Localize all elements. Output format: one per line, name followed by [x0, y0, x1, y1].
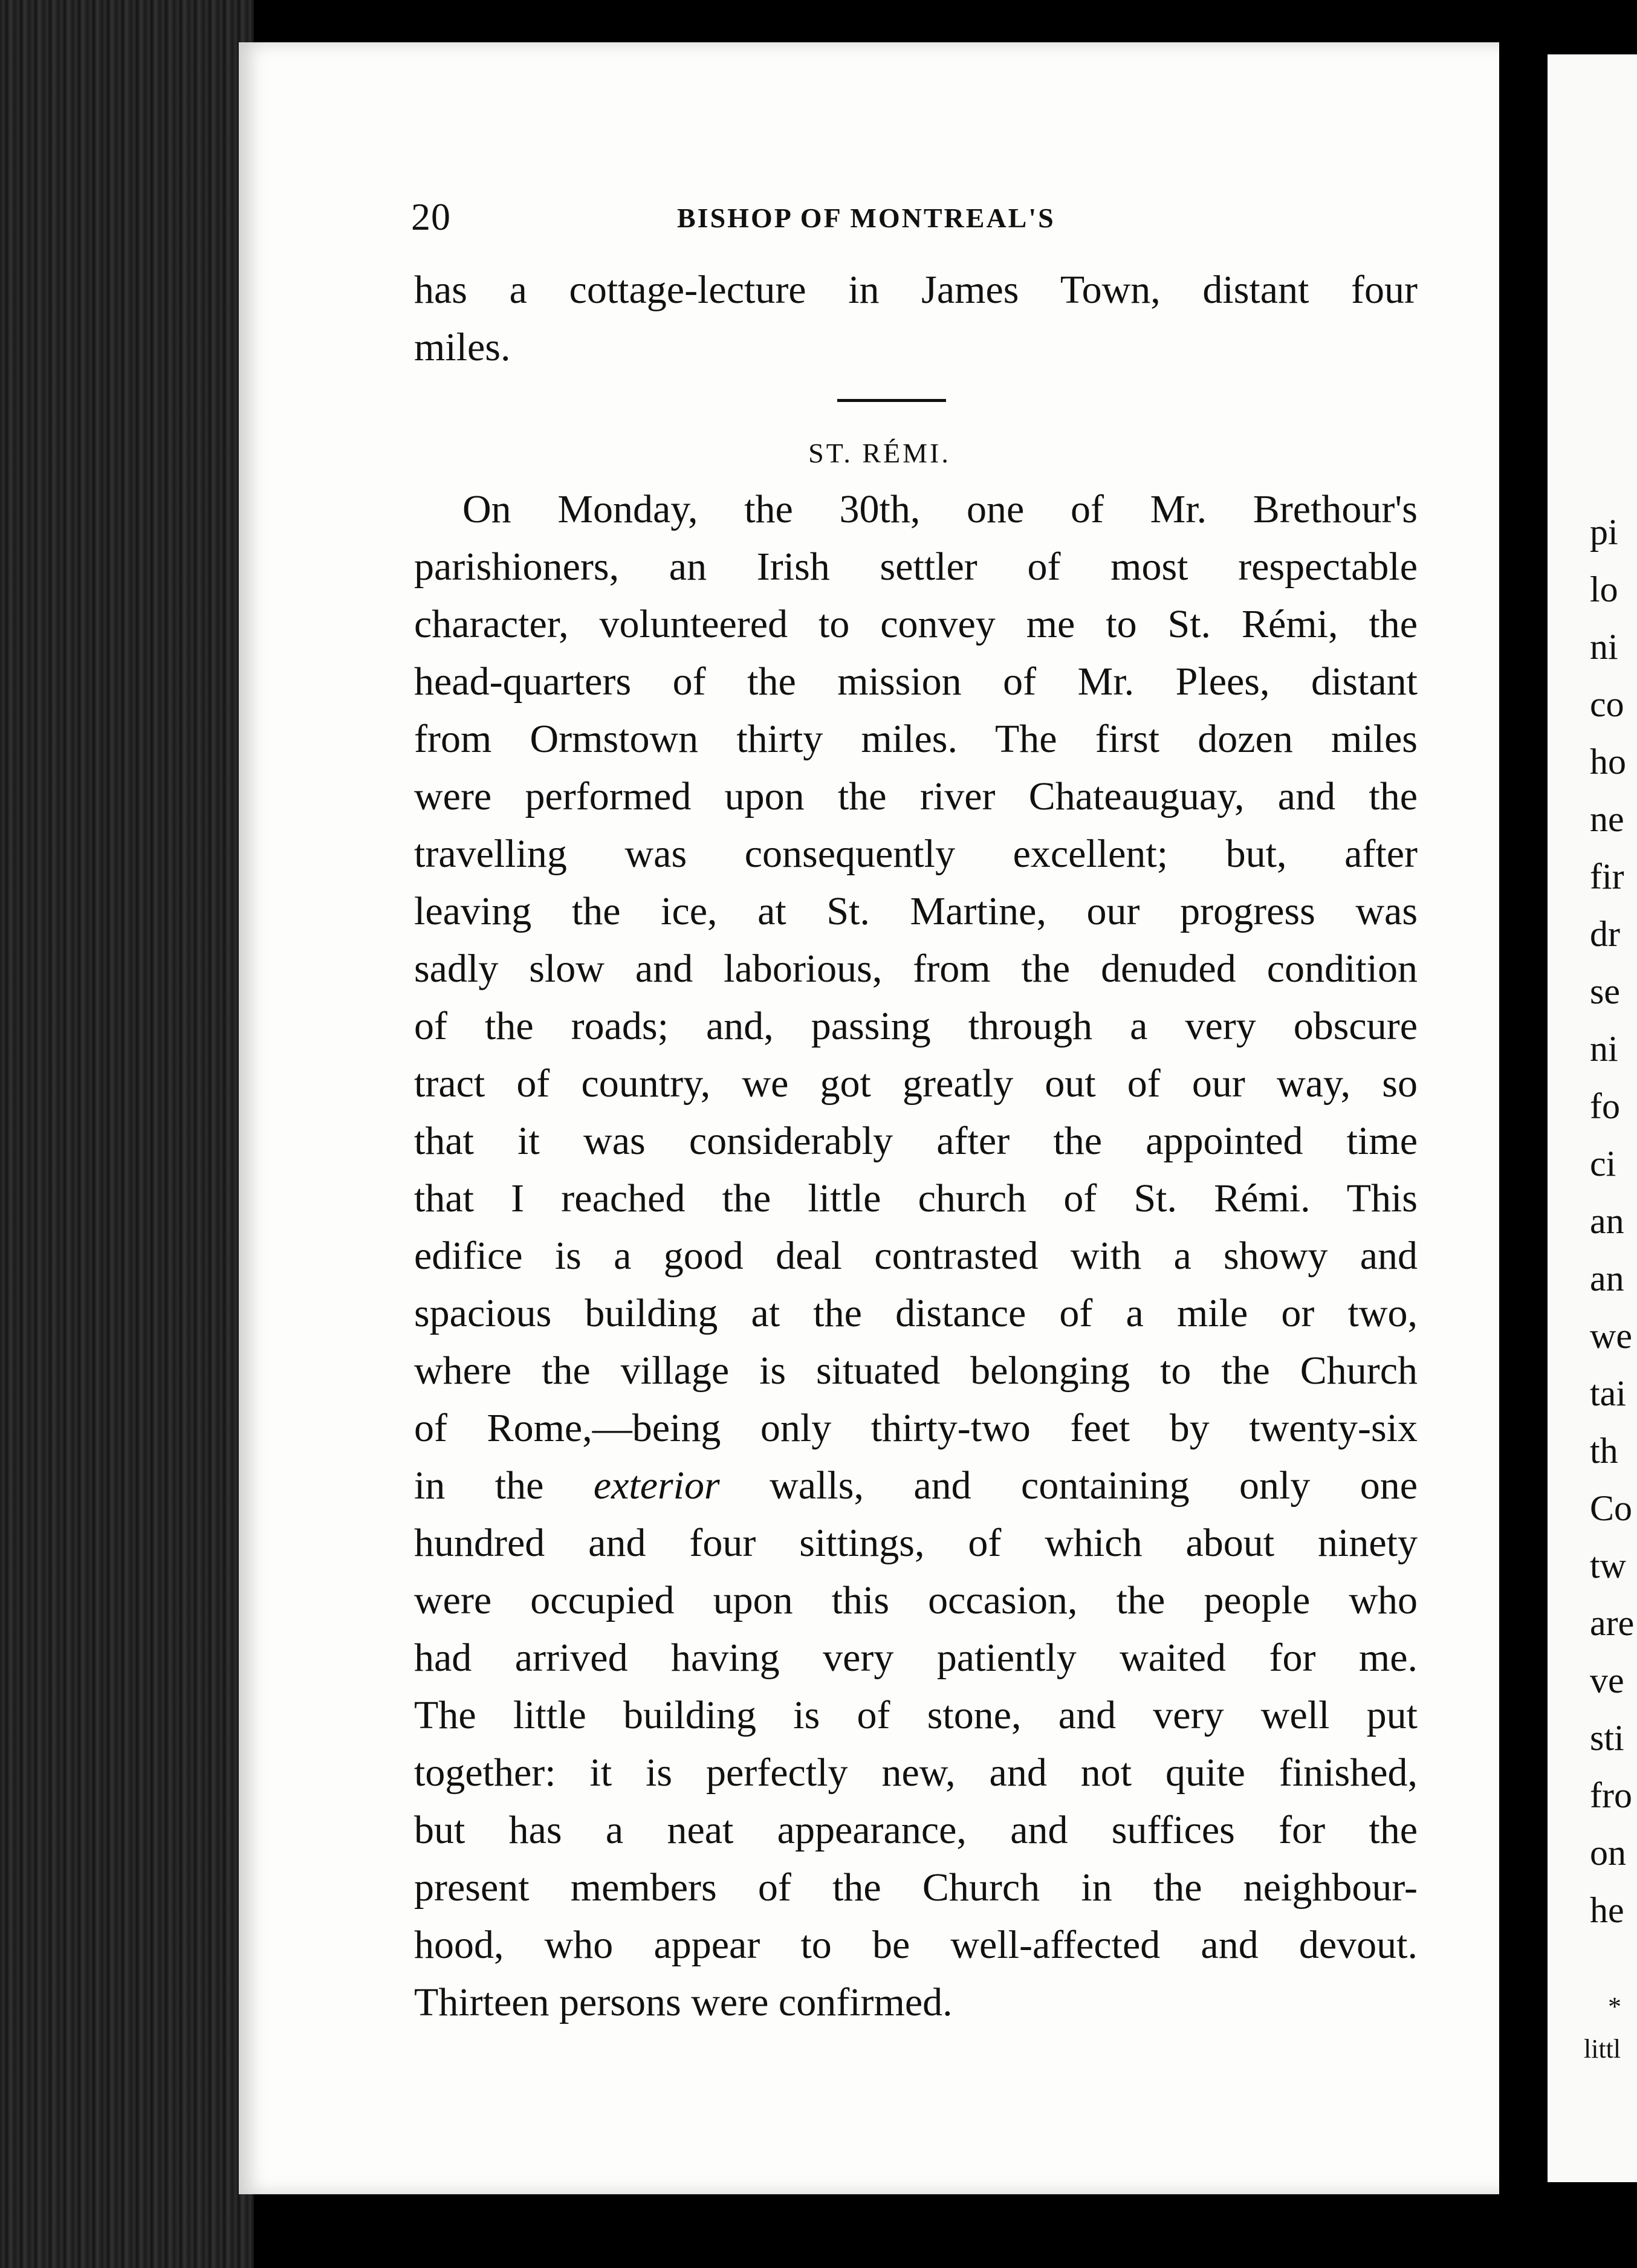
text-line: present members of the Church in the neighbour- [414, 1865, 1418, 1910]
book-gutter [1499, 36, 1554, 2212]
text-line: travelling was consequently excellent; but, after [414, 832, 1418, 876]
next-page-edge [1548, 54, 1637, 2182]
text-line: that I reached the little church of St. Rémi. This [414, 1176, 1418, 1220]
next-page-fragment: tw [1590, 1546, 1626, 1586]
next-page-fragment: ni [1590, 1029, 1618, 1069]
next-page-fragment: ve [1590, 1660, 1624, 1700]
paragraph-lines [414, 538, 1418, 1457]
next-page-fragment: dr [1590, 914, 1620, 954]
italic-word: exterior [593, 1463, 720, 1508]
next-page-fragment: on [1590, 1833, 1626, 1873]
text-line: head-quarters of the mission of Mr. Plees, distant [414, 659, 1418, 704]
page-number: 20 [411, 195, 451, 238]
next-page-footnote: * [1608, 1992, 1621, 2021]
next-page-fragment: fo [1590, 1086, 1620, 1126]
text-line: but has a neat appearance, and suffices for the [414, 1808, 1418, 1852]
next-page-fragment: Co [1590, 1488, 1633, 1528]
text-line: leaving the ice, at St. Martine, our progress was [414, 889, 1418, 933]
text-line: miles. [414, 325, 511, 369]
text-line: of Rome,—being only thirty-two feet by twenty-six [414, 1406, 1418, 1450]
next-page-fragment: an [1590, 1259, 1624, 1298]
next-page-fragment: sti [1590, 1718, 1624, 1758]
text-span: in the [414, 1463, 544, 1508]
text-line: The little building is of stone, and very well put [414, 1693, 1418, 1737]
next-page-fragment: lo [1590, 569, 1618, 609]
next-page-fragment: ni [1590, 627, 1618, 667]
text-line: tract of country, we got greatly out of our way, so [414, 1061, 1418, 1106]
page-header [411, 195, 1088, 243]
text-line: hood, who appear to be well-affected and devout. [414, 1923, 1418, 1967]
text-line: from Ormstown thirty miles. The first dozen miles [414, 717, 1418, 761]
text-line: parishioners, an Irish settler of most respectable [414, 545, 1418, 589]
text-line: that it was considerably after the appointed time [414, 1119, 1418, 1163]
text-line: sadly slow and laborious, from the denuded condition [414, 947, 1418, 991]
text-line: character, volunteered to convey me to St. Rémi, the [414, 602, 1418, 646]
text-line: had arrived having very patiently waited for me. [414, 1636, 1418, 1680]
section-title: ST. RÉMI. [808, 438, 951, 468]
text-line: hundred and four sittings, of which about ninety [414, 1521, 1418, 1565]
next-page-fragment: we [1590, 1316, 1632, 1356]
book-edge [0, 0, 254, 2268]
paragraph-first-line: On Monday, the 30th, one of Mr. Brethour's [462, 487, 1418, 531]
next-page-fragment: pi [1590, 512, 1618, 552]
next-page-fragment: an [1590, 1201, 1624, 1241]
text-line: spacious building at the distance of a mile or two, [414, 1291, 1418, 1335]
text-line: of the roads; and, passing through a very obscure [414, 1004, 1418, 1048]
next-page-fragment: th [1590, 1431, 1618, 1471]
text-line: edifice is a good deal contrasted with a showy and [414, 1234, 1418, 1278]
next-page-fragment: are [1590, 1603, 1635, 1643]
next-page-fragment: ne [1590, 799, 1624, 839]
text-line: where the village is situated belonging to the Church [414, 1349, 1418, 1393]
next-page-fragment: he [1590, 1890, 1624, 1930]
next-page-fragment: tai [1590, 1373, 1626, 1413]
section-rule [837, 399, 946, 402]
text-span: walls, and containing only one [770, 1463, 1418, 1508]
text-line: Thirteen persons were confirmed. [414, 1980, 953, 2024]
next-page-fragment: fro [1590, 1775, 1632, 1815]
next-page-footnote: littl [1584, 2034, 1621, 2064]
next-page-fragment: ho [1590, 742, 1626, 782]
next-page-fragment: se [1590, 971, 1620, 1011]
next-page-fragment: fir [1590, 857, 1624, 896]
page-text [414, 261, 1418, 2031]
text-line: together: it is perfectly new, and not quite finished, [414, 1751, 1418, 1795]
text-line: were occupied upon this occasion, the people who [414, 1578, 1418, 1622]
running-head: BISHOP OF MONTREAL'S [677, 202, 1055, 233]
next-page-fragment: co [1590, 684, 1624, 724]
next-page-fragment: ci [1590, 1144, 1616, 1184]
text-line: has a cottage-lecture in James Town, distant four [414, 268, 1418, 312]
text-line: were performed upon the river Chateauguay, and the [414, 774, 1418, 818]
text-line-exterior [414, 1457, 1418, 1514]
